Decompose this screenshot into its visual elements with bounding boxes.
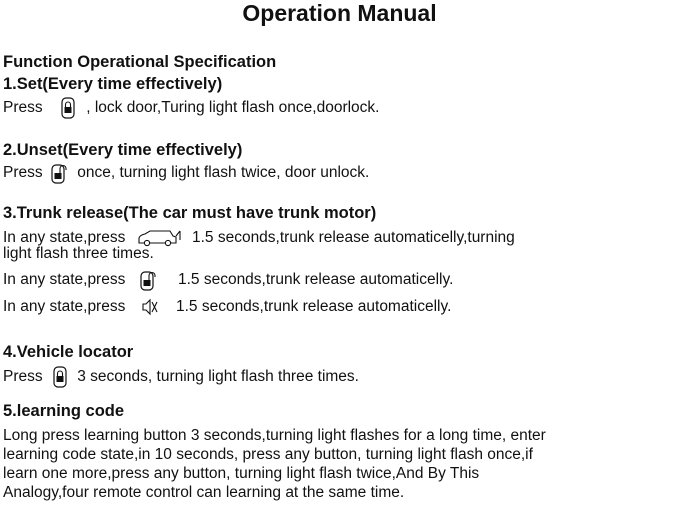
section-trunk-line-1-cont: light flash three times.: [3, 245, 154, 262]
line-prefix: In any state,press: [3, 229, 126, 247]
spec-heading: Function Operational Specification: [3, 53, 277, 71]
line-text: 1.5 seconds,trunk release automaticelly.: [175, 298, 452, 316]
section-locator-line: [3, 366, 359, 388]
line-prefix: Press: [3, 368, 43, 386]
section-trunk-line-2: [3, 269, 453, 291]
section-set-heading: 1.Set(Every time effectively): [3, 75, 223, 93]
line-prefix: Press: [3, 164, 43, 182]
line-text: 3 seconds, turning light flash three times.: [77, 368, 359, 386]
section-trunk-heading: 3.Trunk release(The car must have trunk motor): [3, 204, 377, 222]
section-unset-heading: 2.Unset(Every time effectively): [3, 141, 243, 159]
section-learning-heading: 5.learning code: [3, 402, 125, 420]
line-text: , lock door,Turing light flash once,doorlock.: [86, 99, 380, 117]
section-unset-line: [3, 162, 369, 184]
line-text: 1.5 seconds,trunk release automaticelly.: [177, 271, 454, 289]
line-prefix: Press: [3, 99, 43, 117]
line-text: 1.5 seconds,trunk release automaticelly,turning: [191, 229, 515, 247]
section-trunk-line-3: [3, 297, 451, 317]
line-prefix: In any state,press: [3, 298, 126, 316]
section-locator-heading: 4.Vehicle locator: [3, 343, 134, 361]
lock-icon: [53, 366, 67, 388]
learning-paragraph-line: Long press learning button 3 seconds,turning light flashes for a long time, enter: [3, 427, 546, 444]
line-text: once, turning light flash twice, door unlock.: [77, 164, 370, 182]
learning-paragraph-line: learn one more,press any button, turning light flash twice,And By This: [3, 465, 480, 482]
unlock-icon: [140, 269, 160, 291]
unlock-icon: [51, 162, 71, 184]
line-prefix: In any state,press: [3, 271, 126, 289]
page-title: Operation Manual: [242, 0, 437, 26]
speaker-mute-icon: [142, 297, 158, 317]
learning-paragraph-line: Analogy,four remote control can learning at the same time.: [3, 484, 405, 501]
learning-paragraph-line: learning code state,in 10 seconds, press any button, turning light flash once,if: [3, 446, 533, 463]
lock-icon: [61, 97, 75, 119]
section-set-line: [3, 97, 379, 119]
